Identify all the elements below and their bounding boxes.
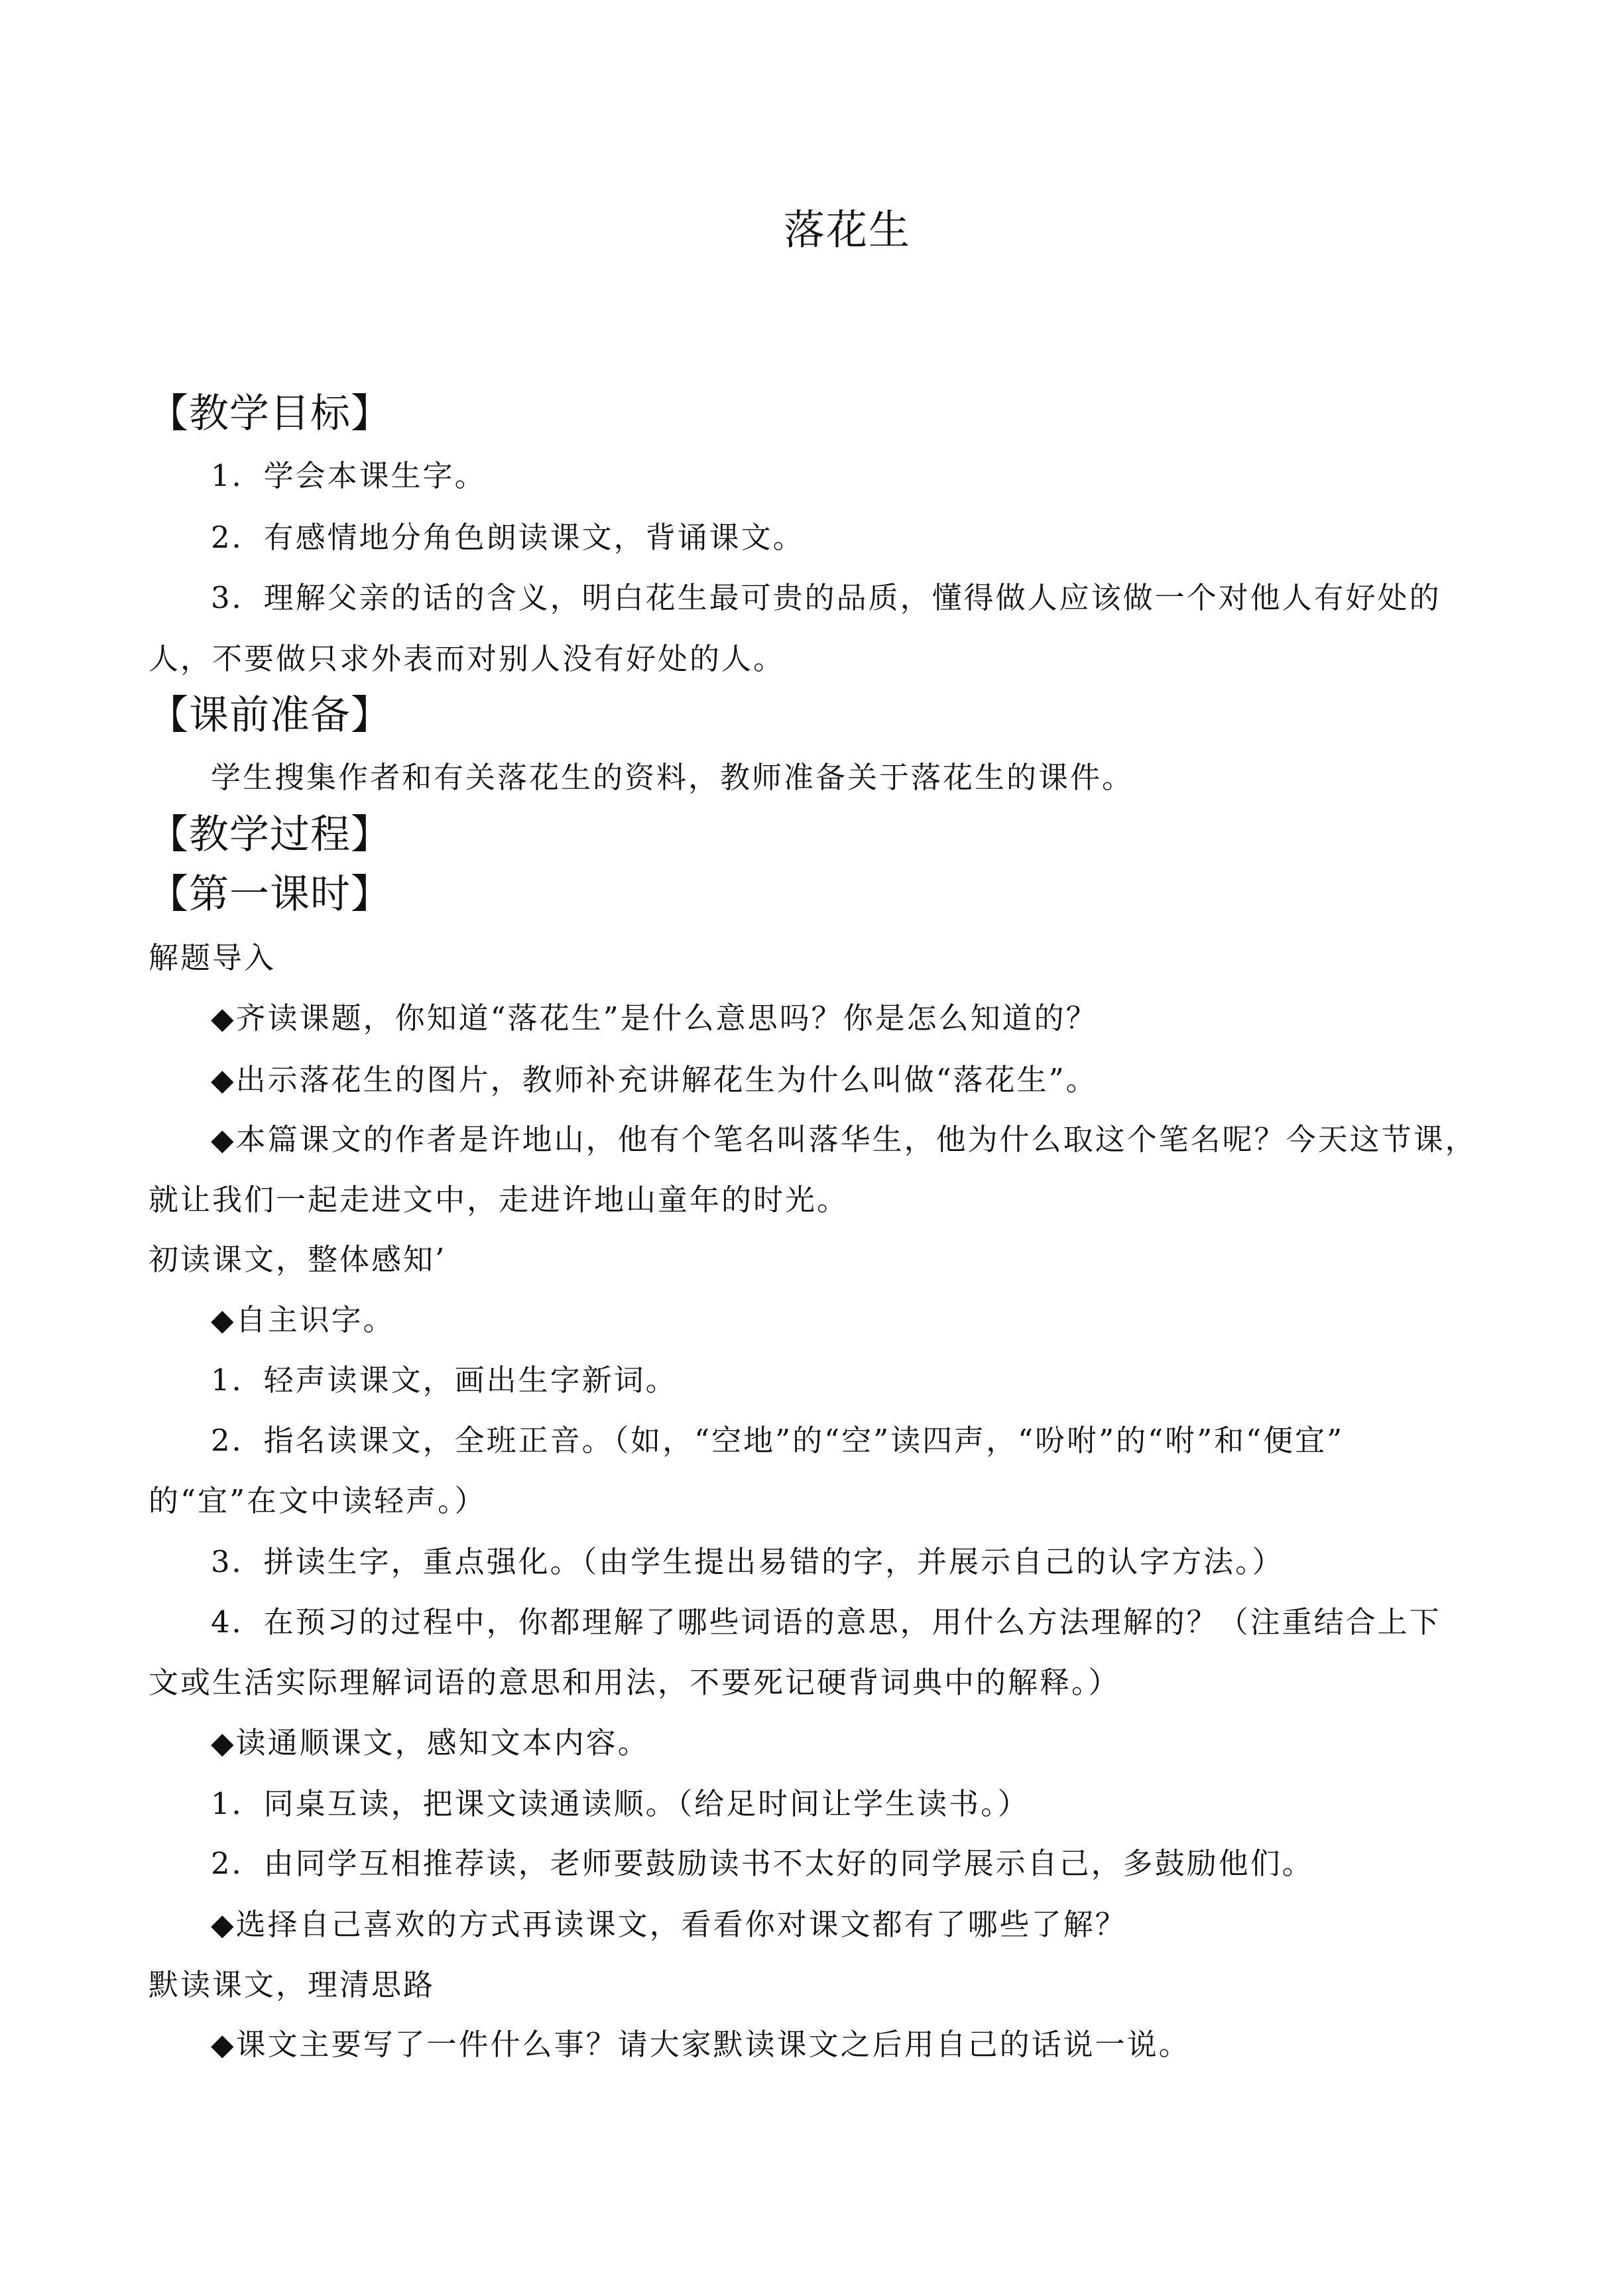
paragraph-line: ◆选择自己喜欢的方式再读课文，看看你对课文都有了哪些了解？ — [211, 1907, 1127, 1942]
heading-preparation: 【课前准备】 — [149, 692, 391, 739]
objective-line: 3．理解父亲的话的含义，明白花生最可贵的品质，懂得做人应该做一个对他人有好处的 — [211, 580, 1441, 615]
paragraph-line: 4．在预习的过程中，你都理解了哪些词语的意思，用什么方法理解的？（注重结合上下 — [211, 1604, 1441, 1640]
paragraph-line: 3．拼读生字，重点强化。（由学生提出易错的字，并展示自己的认字方法。） — [211, 1544, 1284, 1579]
paragraph-line: 2．由同学互相推荐读，老师要鼓励读书不太好的同学展示自己，多鼓励他们。 — [211, 1846, 1314, 1881]
paragraph-line-continued: 文或生活实际理解词语的意思和用法，不要死记硬背词典中的解释。） — [149, 1665, 1120, 1700]
heading-first-lesson: 【第一课时】 — [149, 871, 391, 918]
objective-line-continued: 人，不要做只求外表而对别人没有好处的人。 — [149, 641, 786, 676]
paragraph-line: 1．轻声读课文，画出生字新词。 — [211, 1362, 678, 1398]
heading-teaching-objectives: 【教学目标】 — [149, 391, 391, 437]
paragraph-line: ◆本篇课文的作者是许地山，他有个笔名叫落华生，他为什么取这个笔名呢？今天这节课， — [211, 1122, 1477, 1157]
paragraph-line: 1．同桌互读，把课文读通读顺。（给足时间让学生读书。） — [211, 1786, 1030, 1821]
paragraph-line: 2．指名读课文，全班正音。（如，“空地”的“空”读四声，“吩咐”的“咐”和“便宜” — [211, 1423, 1345, 1458]
section-label: 初读课文，整体感知’ — [149, 1242, 447, 1277]
paragraph-line: ◆课文主要写了一件什么事？请大家默读课文之后用自己的话说一说。 — [211, 2027, 1191, 2062]
section-label: 解题导入 — [149, 940, 276, 975]
heading-teaching-process: 【教学过程】 — [149, 812, 391, 858]
paragraph-line-continued: 就让我们一起走进文中，走进许地山童年的时光。 — [149, 1182, 849, 1217]
paragraph-line: ◆出示落花生的图片，教师补充讲解花生为什么叫做“落花生”。 — [211, 1062, 1098, 1097]
preparation-text: 学生搜集作者和有关落花生的资料，教师准备关于落花生的课件。 — [211, 760, 1134, 795]
paragraph-line: ◆自主识字。 — [211, 1302, 395, 1337]
objective-line: 2．有感情地分角色朗读课文，背诵课文。 — [211, 520, 805, 555]
paragraph-line-continued: 的“宜”在文中读轻声。） — [149, 1483, 487, 1518]
paragraph-line: ◆齐读课题，你知道“落花生”是什么意思吗？你是怎么知道的？ — [211, 1000, 1098, 1036]
paragraph-line: ◆读通顺课文，感知文本内容。 — [211, 1725, 650, 1760]
objective-line: 1．学会本课生字。 — [211, 458, 487, 493]
page-title: 落花生 — [783, 206, 911, 254]
section-label: 默读课文，理清思路 — [149, 1967, 436, 2002]
